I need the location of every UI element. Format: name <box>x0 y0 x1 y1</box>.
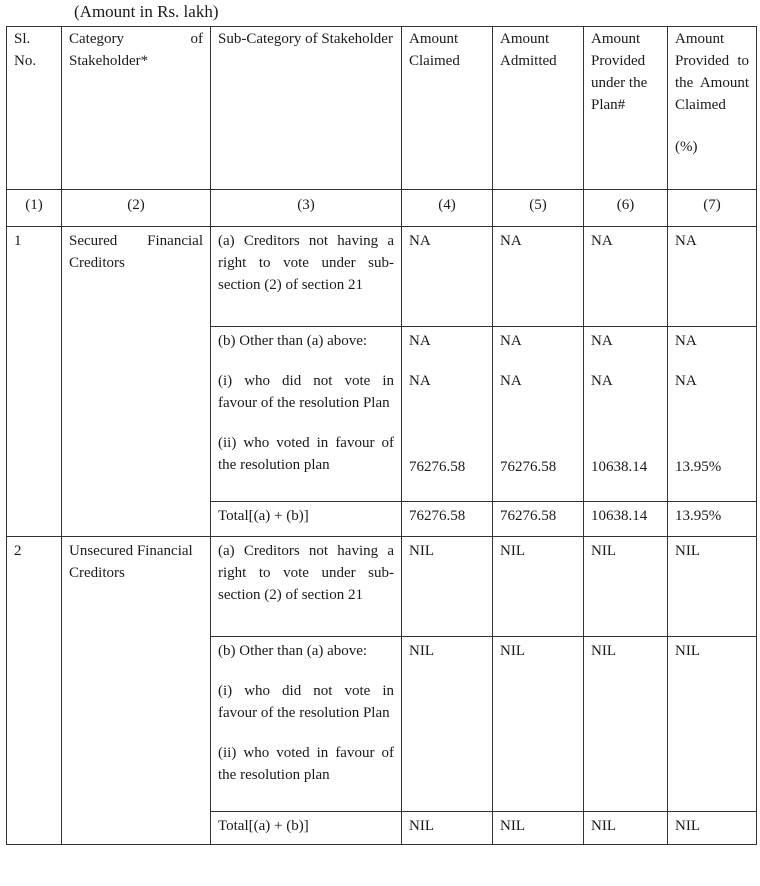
total-claimed: 76276.58 <box>402 502 493 537</box>
amount-admitted: NA <box>500 333 522 349</box>
amount-claimed: NIL <box>402 537 493 637</box>
total-provided-pct: 13.95% <box>668 502 757 537</box>
amount-provided: NA <box>591 373 613 389</box>
total-claimed: NIL <box>402 812 493 845</box>
amount-claimed-cell <box>402 327 493 502</box>
amount-unit-caption: (Amount in Rs. lakh) <box>74 2 219 21</box>
amount-claimed: NA <box>409 333 431 349</box>
amount-provided-cell <box>584 327 668 502</box>
total-provided: 10638.14 <box>584 502 668 537</box>
stakeholder-category: Unsecured Financial Creditors <box>62 537 211 845</box>
amount-admitted: NA <box>500 373 522 389</box>
header-category: Category of Stakeholder* <box>62 27 211 190</box>
sl-number: 1 <box>7 227 62 537</box>
total-admitted: NIL <box>493 812 584 845</box>
sub-category-b-i: (i) who did not vote in favour of the resolution Plan <box>218 373 394 411</box>
sub-category-b-ii: (ii) who voted in favour of the resolution plan <box>218 435 394 473</box>
header-pct-unit: (%) <box>675 139 698 155</box>
total-provided: NIL <box>584 812 668 845</box>
header-amount-provided-pct <box>668 27 757 190</box>
amount-admitted: NIL <box>493 537 584 637</box>
total-admitted: 76276.58 <box>493 502 584 537</box>
total-provided-pct: NIL <box>668 812 757 845</box>
table-row <box>7 537 757 637</box>
amount-admitted-cell <box>493 327 584 502</box>
amount-admitted: 76276.58 <box>500 459 557 475</box>
amount-provided: NA <box>584 227 668 327</box>
sub-category-b-label: (b) Other than (a) above: <box>218 643 368 659</box>
stakeholder-category: Secured Financial Creditors <box>62 227 211 537</box>
stakeholder-claims-table <box>6 26 757 845</box>
amount-provided-pct: NA <box>668 227 757 327</box>
amount-admitted: NA <box>493 227 584 327</box>
header-pct-label: Amount Provided to the Amount Claimed <box>675 31 749 113</box>
header-sub-category: Sub-Category of Stakeholder <box>211 27 402 190</box>
column-number: (3) <box>211 190 402 227</box>
amount-provided-pct: NA <box>675 373 697 389</box>
column-number: (1) <box>7 190 62 227</box>
header-amount-claimed: Amount Claimed <box>402 27 493 190</box>
header-amount-provided: Amount Provided under the Plan# <box>584 27 668 190</box>
sub-category-b-ii: (ii) who voted in favour of the resolution plan <box>218 745 394 783</box>
amount-provided-pct: NIL <box>668 537 757 637</box>
amount-provided: 10638.14 <box>591 459 648 475</box>
table-header-row <box>7 27 757 190</box>
sub-category-a: (a) Creditors not having a right to vote under sub-section (2) of section 21 <box>211 227 402 327</box>
amount-provided: NIL <box>584 637 668 812</box>
amount-provided-pct: 13.95% <box>675 459 722 475</box>
sub-category-b-i: (i) who did not vote in favour of the resolution Plan <box>218 683 394 721</box>
sub-category-a: (a) Creditors not having a right to vote under sub-section (2) of section 21 <box>211 537 402 637</box>
total-label: Total[(a) + (b)] <box>211 812 402 845</box>
amount-claimed: NA <box>402 227 493 327</box>
amount-provided: NIL <box>584 537 668 637</box>
header-amount-admitted: Amount Admitted <box>493 27 584 190</box>
column-number: (4) <box>402 190 493 227</box>
total-label: Total[(a) + (b)] <box>211 502 402 537</box>
column-number: (5) <box>493 190 584 227</box>
amount-admitted: NIL <box>493 637 584 812</box>
amount-claimed: NA <box>409 373 431 389</box>
column-number: (6) <box>584 190 668 227</box>
sub-category-b <box>211 327 402 502</box>
sub-category-b-label: (b) Other than (a) above: <box>218 333 368 349</box>
header-sl-no: Sl. No. <box>7 27 62 190</box>
column-number: (2) <box>62 190 211 227</box>
amount-provided-pct: NIL <box>668 637 757 812</box>
amount-provided-pct: NA <box>675 333 697 349</box>
amount-provided-pct-cell <box>668 327 757 502</box>
amount-claimed: NIL <box>402 637 493 812</box>
amount-provided: NA <box>591 333 613 349</box>
sl-number: 2 <box>7 537 62 845</box>
column-number: (7) <box>668 190 757 227</box>
sub-category-b <box>211 637 402 812</box>
column-number-row <box>7 190 757 227</box>
table-row <box>7 227 757 327</box>
amount-claimed: 76276.58 <box>409 459 466 475</box>
